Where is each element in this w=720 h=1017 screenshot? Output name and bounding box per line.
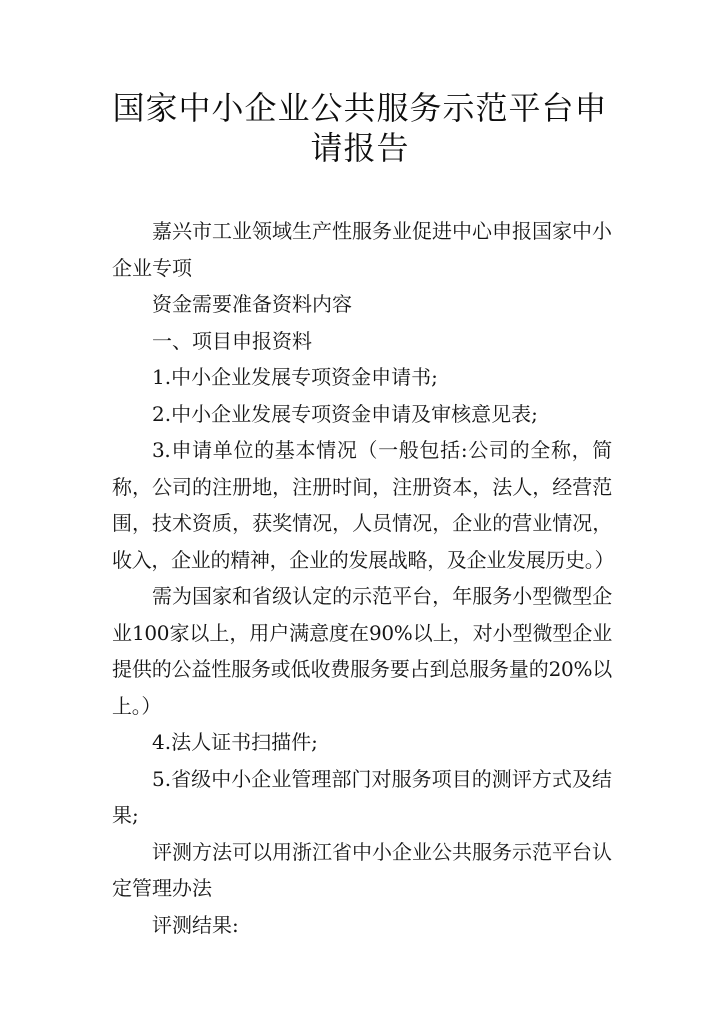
paragraph-intro: 嘉兴市工业领域生产性服务业促进中心申报国家中小企业专项 [112,219,612,280]
document-body [112,213,615,943]
section-heading-1: 一、项目申报资料 [152,328,312,353]
list-item-5: 5.省级中小企业管理部门对服务项目的测评方式及结果; [112,766,612,827]
paragraph-platform-requirements: 需为国家和省级认定的示范平台，年服务小型微型企业100家以上，用户满意度在90%以上，对小型微型企业提供的公益性服务或低收费服务要占到总服务量的20%以上。） [112,584,612,718]
paragraph-materials-heading: 资金需要准备资料内容 [152,292,352,316]
list-item-1: 1.中小企业发展专项资金申请书; [152,365,438,389]
document-title: 国家中小企业公共服务示范平台申请报告 [112,89,608,167]
list-item-4: 4.法人证书扫描件; [152,730,318,754]
paragraph-evaluation-result: 评测结果: [152,912,239,937]
paragraph-evaluation-method: 评测方法可以用浙江省中小企业公共服务示范平台认定管理办法 [112,839,612,900]
list-item-3: 3.申请单位的基本情况（一般包括:公司的全称，简称，公司的注册地，注册时间，注册资本，法人，经营范围，技术资质，获奖情况，人员情况，企业的营业情况，收入，企业的精神，企业的发展战略，及企业发展历史。） [112,438,615,572]
list-item-2: 2.中小企业发展专项资金申请及审核意见表; [152,401,538,426]
